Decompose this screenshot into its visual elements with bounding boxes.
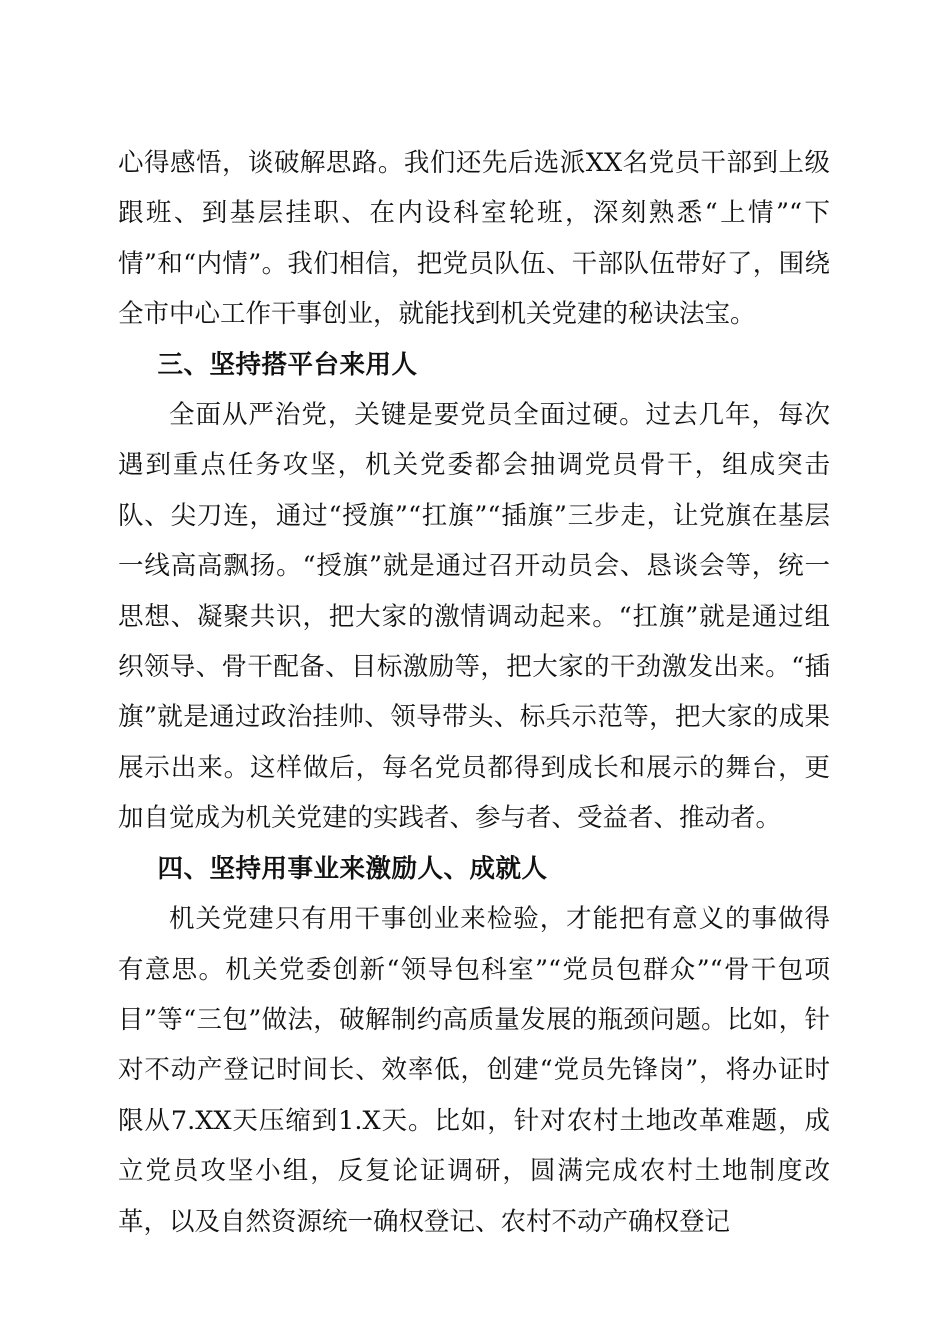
section-heading-4: 四、坚持用事业来激励人、成就人	[157, 853, 548, 884]
paragraph-section-4: 机关党建只有用干事创业来检验，才能把有意义的事做得有意思。机关党委创新“领导包科室”“党员包群众”“骨干包项目”等“三包”做法，破解制约高质量发展的瓶颈问题。比如，针对不动产登记时间长、效率低，创建“党员先锋岗”，将办证时限从7.XX天压缩到1.X天。比如，针对农村土地改革难题，成立党员攻坚小组，反复论证调研，圆满完成农村土地制度改革，以及自然资源统一确权登记、农村不动产确权登记	[118, 904, 830, 1237]
paragraph-section-3: 全面从严治党，关键是要党员全面过硬。过去几年，每次遇到重点任务攻坚，机关党委都会抽调党员骨干，组成突击队、尖刀连，通过“授旗”“扛旗”“插旗”三步走，让党旗在基层一线高高飘扬。“授旗”就是通过召开动员会、恳谈会等，统一思想、凝聚共识，把大家的激情调动起来。“扛旗”就是通过组织领导、骨干配备、目标激励等，把大家的干劲激发出来。“插旗”就是通过政治挂帅、领导带头、标兵示范等，把大家的成果展示出来。这样做后，每名党员都得到成长和展示的舞台，更加自觉成为机关党建的实践者、参与者、受益者、推动者。	[118, 400, 830, 834]
document-body	[118, 138, 830, 1247]
paragraph-continued: 心得感悟，谈破解思路。我们还先后选派XX名党员干部到上级跟班、到基层挂职、在内设科室轮班，深刻熟悉“上情”“下情”和“内情”。我们相信，把党员队伍、干部队伍带好了，围绕全市中心工作干事创业，就能找到机关党建的秘诀法宝。	[118, 148, 830, 330]
section-heading-3: 三、坚持搭平台来用人	[157, 349, 418, 380]
